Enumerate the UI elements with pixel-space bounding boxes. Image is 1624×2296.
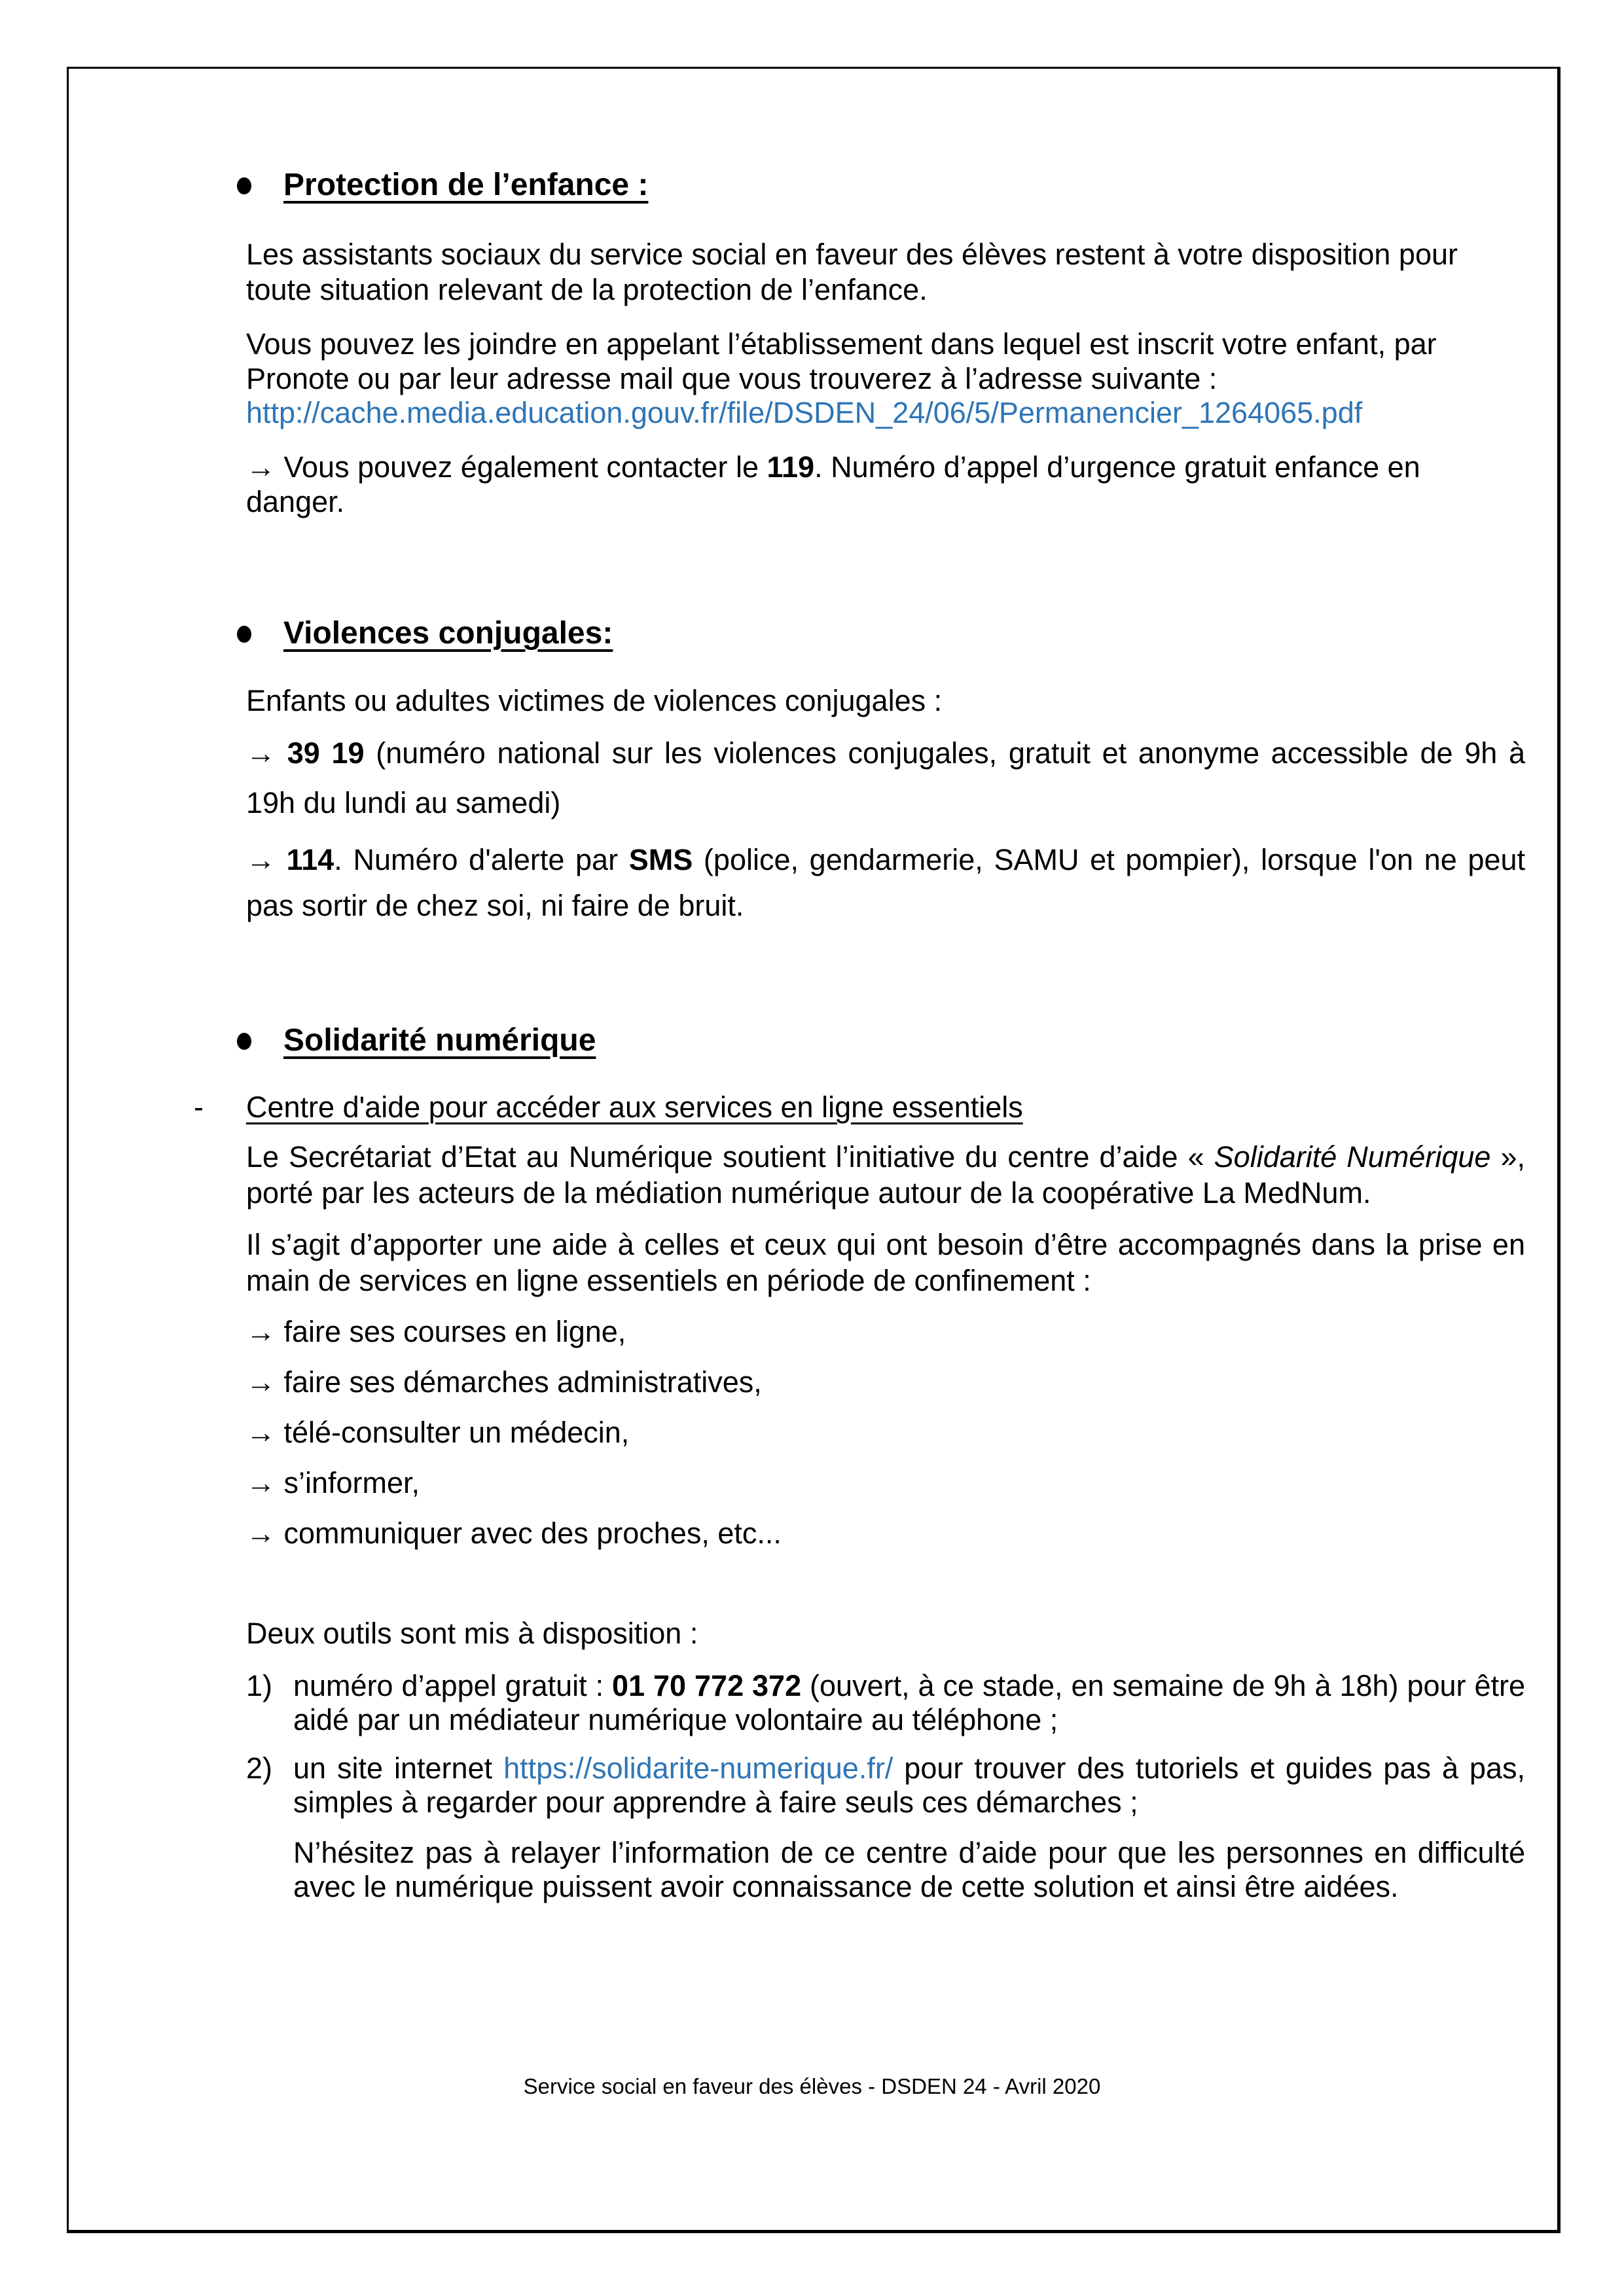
- bullet-icon: [237, 626, 251, 643]
- phone-number: 01 70 772 372: [612, 1669, 802, 1702]
- arrow-icon: →: [246, 843, 276, 876]
- tool-item-2: [246, 1751, 1525, 1823]
- permanencier-link[interactable]: http://cache.media.education.gouv.fr/file/DSDEN_24/06/5/Permanencier_1264065.pdf: [246, 396, 1363, 429]
- heading-text: Solidarité numérique: [283, 1023, 596, 1058]
- sms-label: SMS: [628, 843, 693, 876]
- list-item: → faire ses courses en ligne,: [246, 1315, 626, 1348]
- solidarite-numerique-link[interactable]: https://solidarite-numerique.fr/: [503, 1751, 893, 1785]
- tool-item-2-text: un site internet https://solidarite-numerique.fr/ pour trouver des tutoriels et guides pas à pas, simples à regarder pour apprendre à faire seuls ces démarches ;: [293, 1751, 1525, 1819]
- list-item: → faire ses démarches administratives,: [246, 1365, 762, 1399]
- page-footer: Service social en faveur des élèves - DSDEN 24 - Avril 2020: [523, 2074, 1101, 2098]
- violences-item-3919: → 39 19 (numéro national sur les violences conjugales, gratuit et anonyme accessible de 9h à 19h du lundi au samedi): [246, 736, 1525, 819]
- dash-marker: -: [194, 1090, 204, 1124]
- violences-intro: Enfants ou adultes victimes de violences conjugales :: [246, 684, 943, 717]
- closing-paragraph: [246, 1836, 1525, 1908]
- protection-paragraph-1: Les assistants sociaux du service social en faveur des élèves restent à votre disposition pour toute situation relevant de la protection de l’enfance.: [246, 238, 1458, 306]
- bullet-icon: [237, 1033, 251, 1050]
- heading-text: Violences conjugales:: [283, 616, 613, 651]
- emergency-number-119: 119: [767, 450, 815, 484]
- solidarite-paragraph-1: Le Secrétariat d’Etat au Numérique soutient l’initiative du centre d’aide « Solidarité Numérique », porté par les acteurs de la médiation numérique autour de la coopérative La MedNum.: [246, 1140, 1525, 1210]
- violences-item-114: → 114. Numéro d'alerte par SMS (police, gendarmerie, SAMU et pompier), lorsque l'on ne peut pas sortir de chez soi, ni faire de bruit.: [246, 843, 1525, 922]
- tools-intro: Deux outils sont mis à disposition :: [246, 1617, 698, 1650]
- solidarite-paragraph-2: Il s’agit d’apporter une aide à celles et ceux qui ont besoin d’être accompagnés dans la prise en main de services en ligne essentiels en période de confinement :: [246, 1228, 1525, 1297]
- list-item: → télé-consulter un médecin,: [246, 1416, 630, 1449]
- subheading-text: Centre d'aide pour accéder aux services en ligne essentiels: [246, 1090, 1023, 1124]
- heading-text: Protection de l’enfance :: [283, 168, 649, 202]
- protection-paragraph-2-text: Vous pouvez les joindre en appelant l’établissement dans lequel est inscrit votre enfant, par Pronote ou par leur adresse mail que vous trouverez à l’adresse suivante :: [246, 327, 1437, 395]
- list-number: 2): [246, 1751, 273, 1785]
- number-114: 114: [286, 843, 334, 876]
- list-item: → s’informer,: [246, 1466, 420, 1499]
- arrow-icon: →: [246, 450, 276, 484]
- closing-text: N’hésitez pas à relayer l’information de ce centre d’aide pour que les personnes en difficulté avec le numérique puissent avoir connaissance de cette solution et ainsi être aidées.: [293, 1836, 1525, 1903]
- number-3919: 39 19: [287, 736, 365, 770]
- tool-item-1: [246, 1669, 1525, 1741]
- solidarite-numerique-name: Solidarité Numérique: [1214, 1140, 1491, 1174]
- list-number: 1): [246, 1669, 273, 1702]
- list-item: → communiquer avec des proches, etc...: [246, 1516, 782, 1550]
- bullet-icon: [237, 177, 251, 194]
- arrow-icon: →: [246, 736, 276, 770]
- services-arrow-list: [246, 1306, 1525, 1558]
- protection-paragraph-3: → Vous pouvez également contacter le 119. Numéro d’appel d’urgence gratuit enfance en danger.: [246, 450, 1420, 518]
- protection-paragraph-2: [246, 327, 1525, 431]
- tool-item-1-text: numéro d’appel gratuit : 01 70 772 372 (ouvert, à ce stade, en semaine de 9h à 18h) pour être aidé par un médiateur numérique volontaire au téléphone ;: [293, 1669, 1525, 1736]
